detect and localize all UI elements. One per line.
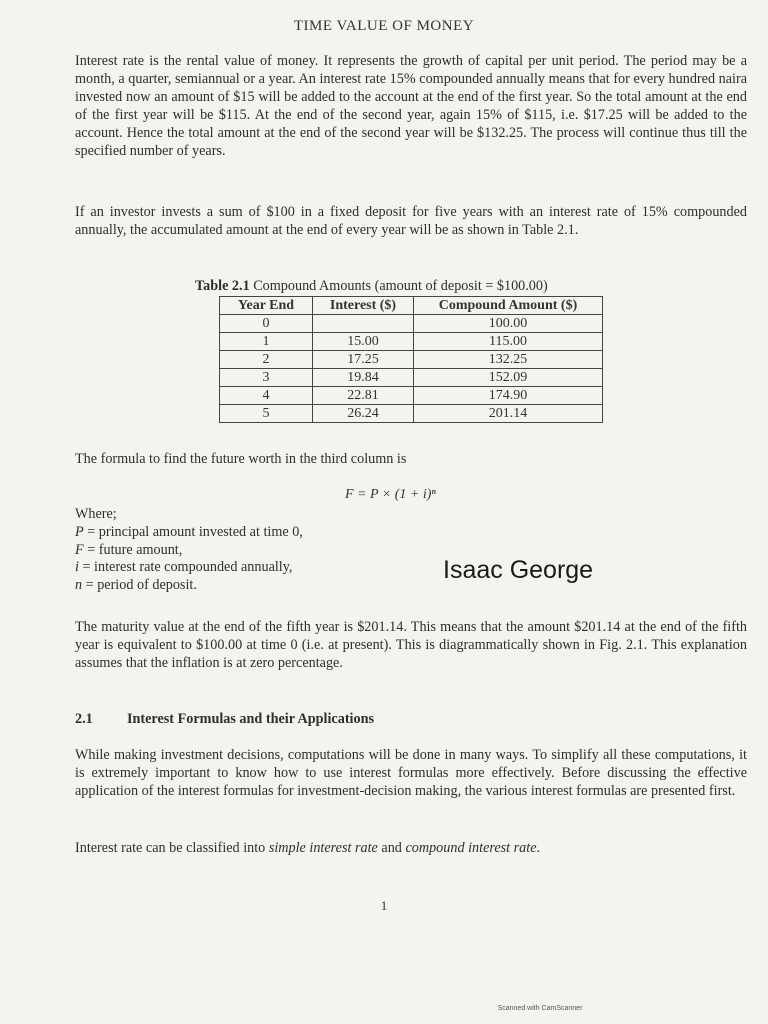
sentence-part: Interest rate can be classified into [75, 840, 269, 856]
table-row [220, 315, 603, 333]
table-cell: 15.00 [313, 333, 414, 351]
table-header: Year End [220, 297, 313, 315]
table-cell: 22.81 [313, 387, 414, 405]
table-row [220, 387, 603, 405]
definition-symbol: i [75, 559, 79, 575]
table-cell: 152.09 [414, 369, 603, 387]
table-caption-label: Table 2.1 [195, 278, 250, 294]
variable-definitions [75, 524, 303, 594]
table-row [220, 405, 603, 423]
table-cell: 1 [220, 333, 313, 351]
table-caption [195, 278, 635, 295]
where-label: Where; [75, 506, 117, 522]
sentence-part: . [536, 840, 541, 856]
table-cell: 100.00 [414, 315, 603, 333]
table-cell: 115.00 [414, 333, 603, 351]
maturity-paragraph: The maturity value at the end of the fifth year is $201.14. This means that the amount $201.14 at the end of the fifth year is equivalent to $100.00 at time 0 (i.e. at present). This is diagrammatically shown in Fig. 2.1. This explanation assumes that the inflation is at zero percentage. [75, 619, 747, 671]
table-row [220, 333, 603, 351]
table-cell: 132.25 [414, 351, 603, 369]
definition-text: = future amount, [83, 541, 183, 558]
compound-interest-term: compound interest rate [405, 840, 537, 856]
table-cell: 17.25 [313, 351, 414, 369]
table-row [220, 351, 603, 369]
classification-sentence [75, 840, 540, 857]
section-number: 2.1 [75, 711, 93, 727]
definition-text: = interest rate compounded annually, [78, 559, 293, 575]
definition-item [75, 577, 303, 595]
page-title: TIME VALUE OF MONEY [293, 18, 475, 34]
scanner-watermark: Scanned with CamScanner [497, 1005, 583, 1012]
table-cell [313, 315, 414, 333]
section-title: Interest Formulas and their Applications [127, 711, 374, 727]
intro-paragraph: Interest rate is the rental value of money. It represents the growth of capital per unit period. The period may be a month, a quarter, semiannual or a year. An interest rate 15% compounded annually means that for every hundred naira invested now an amount of $15 will be added to the account at the end of the first year. So the total amount at the end of the first year will be $115. At the end of the second year, again 15% of $115, i.e. $17.25 will be added to the account. Hence the total amount at the end of the second year will be $132.25. The process will continue thus till the specified number of years. [75, 53, 747, 159]
formula-intro: The formula to find the future worth in the third column is [75, 451, 407, 467]
author-name: Isaac George [443, 556, 594, 584]
table-row [220, 369, 603, 387]
investment-paragraph: While making investment decisions, computations will be done in many ways. To simplify all these computations, it is extremely important to know how to use interest formulas more effectively. Before discussing the effective application of the interest formulas for investment-decision making, the various interest formulas are presented first. [75, 747, 747, 799]
table-cell: 201.14 [414, 405, 603, 423]
definition-symbol: F [75, 541, 84, 558]
investor-paragraph: If an investor invests a sum of $100 in a fixed deposit for five years with an interest rate of 15% compounded annually, the accumulated amount at the end of every year will be as shown in Table 2.1. [75, 204, 747, 238]
table-caption-text: Compound Amounts (amount of deposit = $100.00) [249, 278, 548, 294]
table-cell: 3 [220, 369, 313, 387]
page-number: 1 [380, 898, 388, 913]
table-cell: 5 [220, 405, 313, 423]
table-cell: 174.90 [414, 387, 603, 405]
future-worth-formula: F = P × (1 + i)ⁿ [345, 487, 436, 502]
table-cell: 4 [220, 387, 313, 405]
table-cell: 2 [220, 351, 313, 369]
table-header: Compound Amount ($) [414, 297, 603, 315]
definition-item [75, 559, 303, 577]
definition-item [75, 542, 303, 560]
table-cell: 19.84 [313, 369, 414, 387]
definition-text: = principal amount invested at time 0, [83, 524, 303, 540]
definition-symbol: P [75, 524, 84, 540]
section-heading [75, 711, 374, 728]
definition-item [75, 524, 303, 542]
definition-symbol: n [75, 576, 83, 593]
sentence-part: and [377, 840, 406, 856]
definition-text: = period of deposit. [82, 576, 197, 593]
compound-amounts-table [219, 296, 603, 423]
table-cell: 26.24 [313, 405, 414, 423]
table-header: Interest ($) [313, 297, 414, 315]
table-cell: 0 [220, 315, 313, 333]
simple-interest-term: simple interest rate [268, 840, 378, 856]
